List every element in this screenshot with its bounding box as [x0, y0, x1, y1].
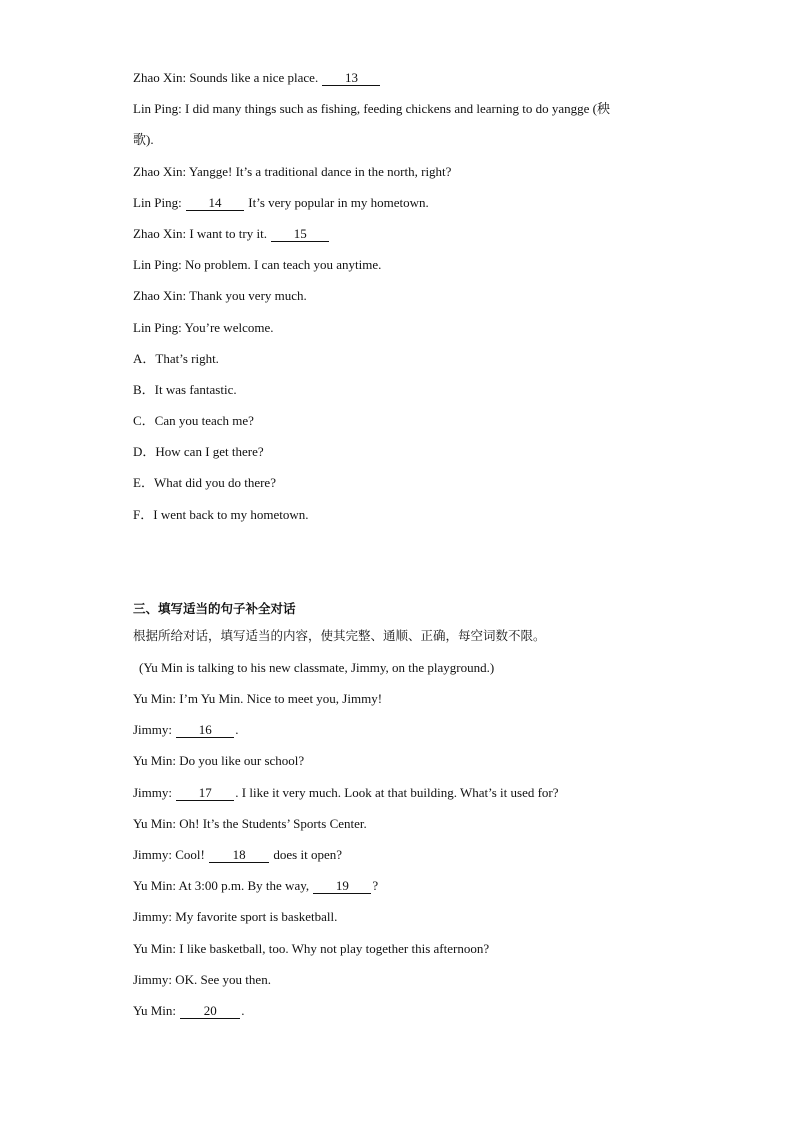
dialogue-line [133, 249, 693, 280]
line-text: No problem. I can teach you anytime. [185, 257, 382, 273]
option-letter: E． [133, 475, 154, 491]
speaker-label: Jimmy: [133, 784, 173, 800]
line-text: Yangge! It’s a traditional dance in the north, right? [188, 163, 452, 179]
line-text: Sounds like a nice place. [189, 70, 319, 85]
line-tail: . [235, 722, 239, 738]
option-c [133, 405, 693, 436]
option-text: How can I get there? [155, 444, 264, 460]
section-spacer [133, 530, 693, 594]
line-pre: Cool! [175, 846, 205, 862]
dialogue-line [133, 745, 693, 776]
section-instruction: 根据所给对话，填写适当的内容，使其完整、通顺、正确，每空词数不限。 [133, 627, 546, 643]
speaker-label: Lin Ping: [133, 101, 182, 117]
line-text: I want to try it. [189, 225, 267, 241]
option-letter: D． [133, 444, 156, 460]
option-b [133, 374, 693, 405]
dialogue-line [133, 839, 693, 870]
speaker-label: Zhao Xin: [133, 70, 187, 85]
option-d [133, 436, 693, 467]
option-e [133, 467, 693, 498]
speaker-label: Yu Min: [133, 1002, 176, 1018]
line-text: does it open? [273, 846, 342, 862]
dialogue-line [133, 218, 693, 249]
line-tail: . [241, 1002, 245, 1018]
dialogue-context: (Yu Min is talking to his new classmate, Jimmy, on the playground.) [139, 659, 495, 675]
option-text: It was fantastic. [154, 381, 237, 397]
answer-blank-13[interactable]: 13 [322, 70, 380, 86]
section-title: 三、填写适当的句子补全对话 [133, 600, 296, 616]
dialogue-line [133, 714, 693, 745]
speaker-label: Zhao Xin: [133, 163, 187, 179]
dialogue-line [133, 156, 693, 187]
line-text: Thank you very much. [189, 288, 307, 304]
speaker-label: Yu Min: [133, 878, 176, 894]
line-text: I did many things such as fishing, feeding chickens and learning to do yangge (秧 [185, 101, 610, 117]
speaker-label: Yu Min: [133, 815, 176, 831]
line-text: 歌). [133, 132, 154, 148]
dialogue-line-continued [133, 124, 693, 155]
speaker-label: Yu Min: [133, 691, 176, 707]
dialogue-line [133, 312, 693, 343]
option-text: Can you teach me? [154, 413, 254, 429]
speaker-label: Jimmy: [133, 846, 173, 862]
line-text: At 3:00 p.m. By the way, [178, 878, 310, 894]
option-text: That’s right. [155, 350, 219, 366]
dialogue-line [133, 280, 693, 311]
answer-blank-19[interactable]: 19 [313, 878, 371, 894]
option-letter: F． [133, 506, 154, 522]
worksheet-page [133, 62, 693, 1026]
line-text: I’m Yu Min. Nice to meet you, Jimmy! [179, 691, 383, 707]
line-text: You’re welcome. [184, 319, 274, 335]
speaker-label: Zhao Xin: [133, 288, 187, 304]
dialogue-line [133, 93, 693, 124]
dialogue-line [133, 901, 693, 932]
answer-blank-18[interactable]: 18 [209, 847, 269, 863]
line-text: . I like it very much. Look at that building. What’s it used for? [235, 784, 559, 800]
line-tail: ? [372, 878, 379, 894]
speaker-label: Lin Ping: [133, 257, 182, 273]
answer-blank-14[interactable]: 14 [186, 195, 244, 211]
speaker-label: Yu Min: [133, 940, 176, 956]
option-f [133, 499, 693, 530]
dialogue-line [133, 808, 693, 839]
speaker-label: Jimmy: [133, 909, 173, 925]
line-text: I like basketball, too. Why not play together this afternoon? [179, 940, 490, 956]
line-text: Oh! It’s the Students’ Sports Center. [179, 815, 367, 831]
line-text: Do you like our school? [179, 753, 305, 769]
speaker-label: Jimmy: [133, 971, 173, 987]
dialogue-line [133, 683, 693, 714]
line-text: OK. See you then. [175, 971, 271, 987]
option-letter: C． [133, 413, 155, 429]
dialogue-line [133, 870, 693, 901]
speaker-label: Jimmy: [133, 722, 173, 738]
line-text: My favorite sport is basketball. [175, 909, 338, 925]
dialogue-line [133, 933, 693, 964]
dialogue-line [133, 964, 693, 995]
speaker-label: Lin Ping: [133, 194, 182, 210]
option-text: I went back to my hometown. [153, 506, 309, 522]
answer-blank-16[interactable]: 16 [176, 722, 234, 738]
speaker-label: Zhao Xin: [133, 225, 187, 241]
dialogue-line [133, 62, 693, 93]
speaker-label: Lin Ping: [133, 319, 182, 335]
dialogue-line [133, 995, 693, 1026]
option-letter: B． [133, 381, 155, 397]
dialogue-line [133, 187, 693, 218]
option-text: What did you do there? [153, 475, 276, 491]
speaker-label: Yu Min: [133, 753, 176, 769]
option-letter: A． [133, 350, 156, 366]
answer-blank-15[interactable]: 15 [271, 226, 329, 242]
answer-blank-20[interactable]: 20 [180, 1003, 240, 1019]
answer-blank-17[interactable]: 17 [176, 785, 234, 801]
option-a [133, 343, 693, 374]
line-text: It’s very popular in my hometown. [248, 194, 429, 210]
dialogue-line [133, 777, 693, 808]
